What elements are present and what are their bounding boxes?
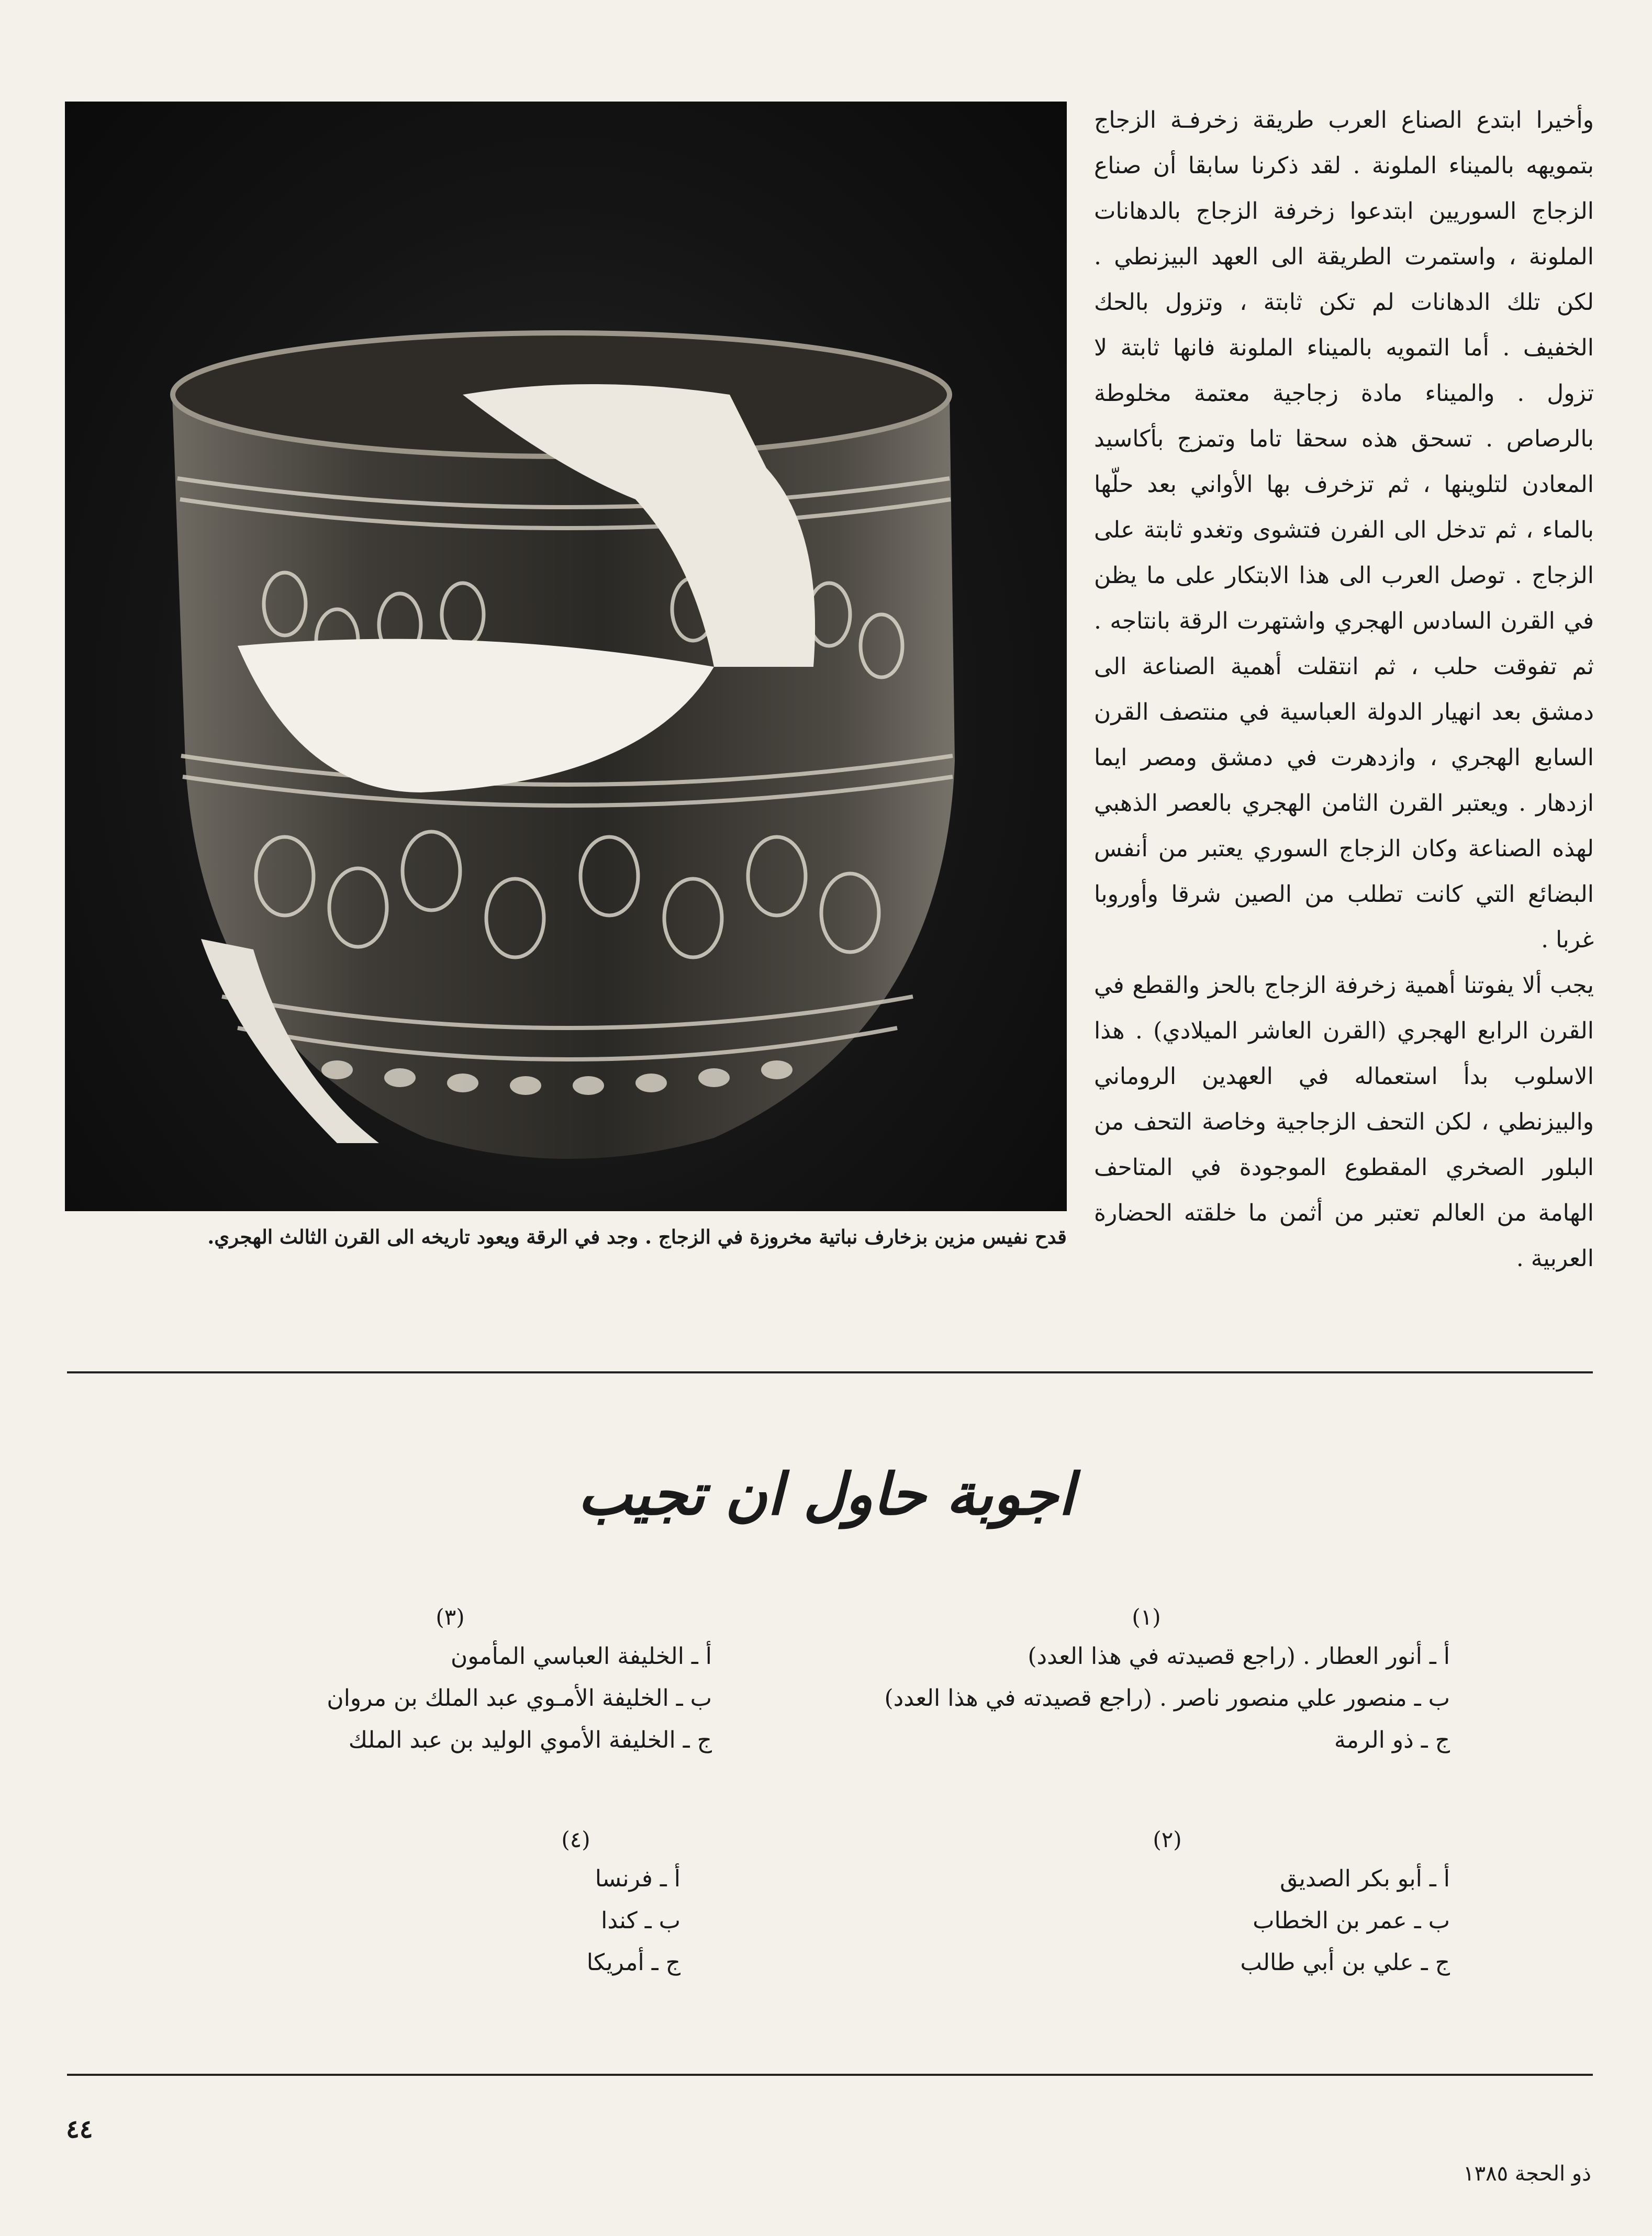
- answer-line: أ ـ الخليفة العباسي المأمون: [451, 1643, 712, 1670]
- answer-number: (٣): [436, 1604, 465, 1630]
- answer-line: أ ـ أبو بكر الصديق: [1280, 1865, 1450, 1892]
- section-heading: اجوبة حاول ان تجيب: [577, 1460, 1075, 1528]
- answer-line: ب ـ كندا: [601, 1907, 680, 1934]
- answer-line: ج ـ علي بن أبي طالب: [1240, 1949, 1450, 1976]
- glass-beaker-photo: [65, 102, 1067, 1211]
- answer-number: (٤): [561, 1827, 590, 1852]
- article-paragraph-1: وأخيرا ابتدع الصناع العرب طريقة زخرفـة الزجاج بتمويهه بالميناء الملونة . لقد ذكرنا سابقا أن صناع الزجاج السوريين ابتدعوا زخرفة الزجاج بالدهانات الملونة ، واستمرت الطريقة الى العهد البيزنطي . لكن تلك الدهانات لم تكن ثابتة ، وتزول بالحك الخفيف . أما التمويه بالميناء الملونة فانها ثابتة لا تزول . والميناء مادة زجاجية معتمة مخلوطة بالرصاص . تسحق هذه سحقا تاما وتمزج بأكاسيد المعادن لتلوينها ، ثم تزخرف بها الأواني بعد حلّها بالماء ، ثم تدخل الى الفرن فتشوى وتغدو ثابتة على الزجاج . توصل العرب الى هذا الابتكار على ما يظن في القرن السادس الهجري واشتهرت الرقة بانتاجه . ثم تفوقت حلب ، ثم انتقلت أهمية الصناعة الى دمشق بعد انهيار الدولة العباسية في منتصف القرن السابع الهجري ، وازدهرت في دمشق ومصر ايما ازدهار . ويعتبر القرن الثامن الهجري بالعصر الذهبي لهذه الصناعة وكان الزجاج السوري يعتبر من أنفس البضائع التي كانت تطلب من الصين شرقا وأوروبا غربا .: [1094, 107, 1594, 953]
- answer-line: ج ـ أمريكا: [586, 1949, 680, 1976]
- answer-line: ب ـ عمر بن الخطاب: [1253, 1907, 1450, 1934]
- issue-date: ذو الحجة ١٣٨٥: [1463, 2162, 1591, 2186]
- answer-block-4: [471, 1821, 680, 1984]
- answer-block-1: [843, 1599, 1450, 1761]
- answer-number: (١): [1132, 1604, 1161, 1630]
- divider-top: [67, 1371, 1593, 1373]
- answer-line: ب ـ الخليفة الأمـوي عبد الملك بن مروان: [327, 1685, 712, 1712]
- answer-block-2: [885, 1821, 1450, 1984]
- photo-caption: قدح نفيس مزين بزخارف نباتية مخروزة في الزجاج . وجد في الرقة ويعود تاريخه الى القرن الثالث الهجري.: [207, 1225, 1067, 1248]
- answer-line: أ ـ فرنسا: [595, 1865, 680, 1892]
- beaker-illustration: [65, 102, 1067, 1211]
- page-number: ٤٤: [66, 2115, 93, 2144]
- article-text: [1094, 97, 1594, 1281]
- divider-bottom: [67, 2074, 1593, 2076]
- answer-line: ج ـ الخليفة الأموي الوليد بن عبد الملك: [348, 1727, 712, 1753]
- answer-block-3: [188, 1599, 712, 1761]
- answer-line: ب ـ منصور علي منصور ناصر . (راجع قصيدته في هذا العدد): [884, 1685, 1450, 1712]
- answer-number: (٢): [1153, 1827, 1182, 1852]
- answer-line: ج ـ ذو الرمة: [1334, 1727, 1450, 1753]
- article-paragraph-2: يجب ألا يفوتنا أهمية زخرفة الزجاج بالحز والقطع في القرن الرابع الهجري (القرن العاشر الميلادي) . هذا الاسلوب بدأ استعماله في العهدين الروماني والبيزنطي ، لكن التحف الزجاجية وخاصة التحف من البلور الصخري المقطوع الموجودة في المتاحف الهامة من العالم تعتبر من أثمن ما خلقته الحضارة العربية .: [1094, 972, 1594, 1272]
- answer-line: أ ـ أنور العطار . (راجع قصيدته في هذا العدد): [1028, 1643, 1450, 1670]
